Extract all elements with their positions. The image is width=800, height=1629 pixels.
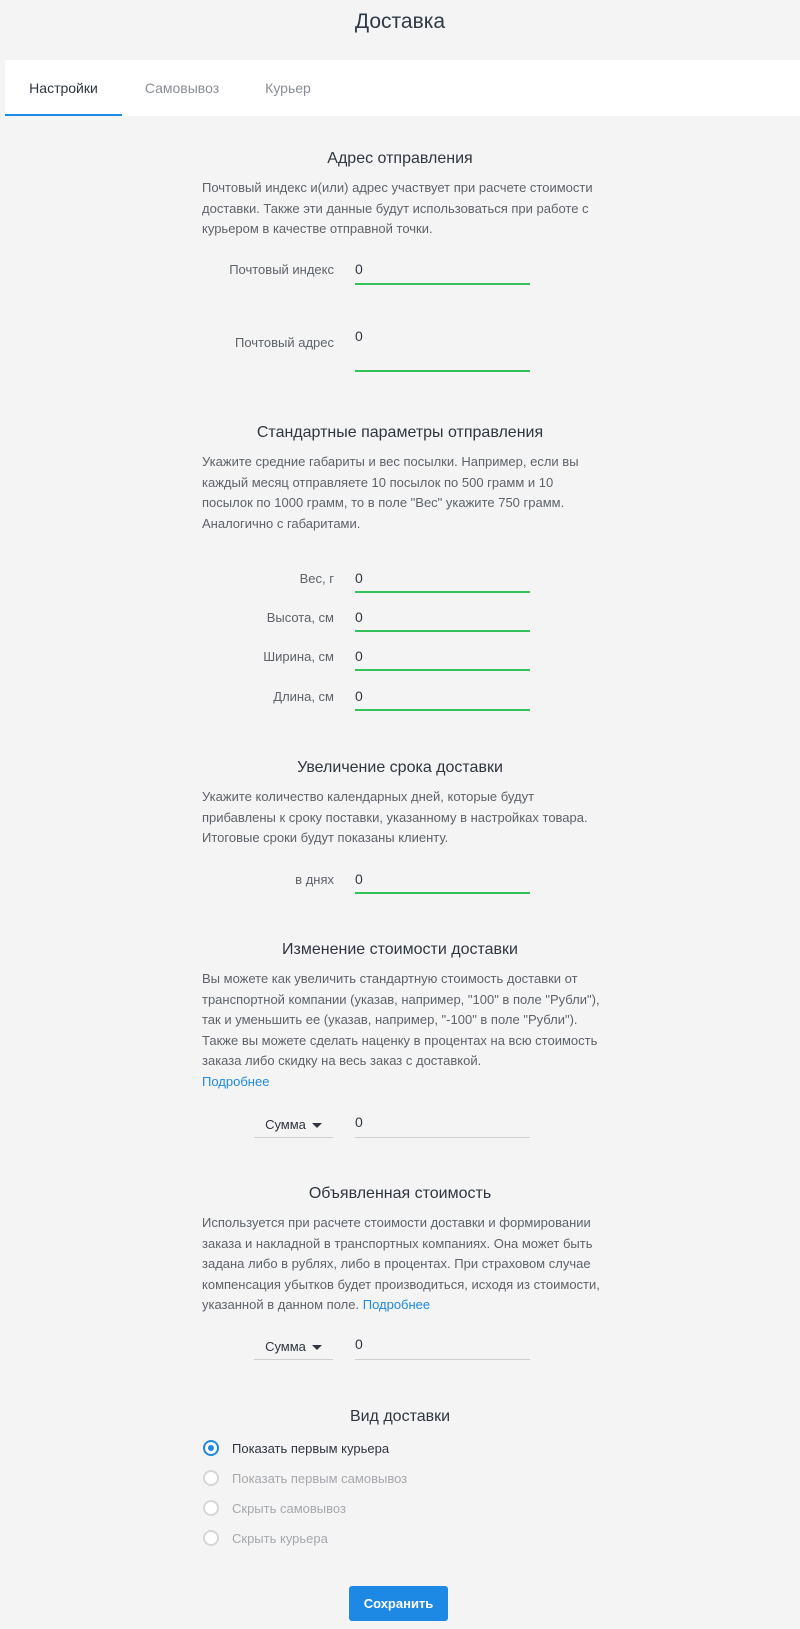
price-change-input[interactable]: 0 — [355, 1114, 530, 1138]
radio-show-courier-first[interactable] — [203, 1437, 389, 1459]
declared-value-more-link[interactable]: Подробнее — [362, 1297, 431, 1313]
postcode-label: Почтовый индекс — [229, 262, 334, 277]
price-change-type-value: Сумма — [265, 1117, 306, 1132]
declared-value-type-value: Сумма — [265, 1339, 306, 1354]
section-title-declared-value: Объявленная стоимость — [308, 1185, 492, 1202]
declared-value-input[interactable]: 0 — [355, 1336, 530, 1360]
caret-down-icon — [312, 1123, 322, 1128]
declared-value-type-select[interactable] — [254, 1335, 333, 1360]
radio-label: Скрыть курьера — [232, 1530, 328, 1546]
height-input[interactable]: 0 — [355, 609, 530, 632]
declared-value-description — [202, 1213, 602, 1316]
radio-unchecked-icon — [203, 1470, 219, 1486]
radio-hide-pickup[interactable] — [203, 1497, 346, 1519]
radio-label: Скрыть самовывоз — [232, 1500, 346, 1516]
width-input[interactable]: 0 — [355, 648, 530, 671]
postcode-input[interactable]: 0 — [355, 261, 530, 285]
price-change-description-text: Вы можете как увеличить стандартную стоимость доставки от транспортной компании (указав, например, "100" в поле "Рубли"), так и уменьшить ее (указав, например, "-100" в поле "Рубли"). Также вы можете сделать наценку в процентах на всю стоимость заказа либо скидку на весь заказ с доставкой. — [202, 971, 600, 1069]
declared-value-description-text: Используется при расчете стоимости доставки и формировании заказа и накладной в транспортных компаниях. Она может быть задана либо в рублях, либо в процентах. При страховом случае компенсация убытков будет производиться, исходя из стоимости, указанной в данном поле. — [202, 1215, 600, 1313]
radio-unchecked-icon — [203, 1500, 219, 1516]
width-label: Ширина, см — [263, 649, 334, 664]
delivery-increase-description: Укажите количество календарных дней, которые будут прибавлены к сроку поставки, указанному в настройках товара. Итоговые сроки будут показаны клиенту. — [202, 789, 588, 846]
days-label: в днях — [295, 872, 334, 887]
radio-label: Показать первым самовывоз — [232, 1470, 408, 1486]
radio-checked-icon — [203, 1440, 219, 1456]
price-change-more-link[interactable]: Подробнее — [202, 1073, 270, 1089]
weight-input[interactable]: 0 — [355, 570, 530, 593]
page-title: Доставка — [354, 10, 446, 33]
section-title-price-change: Изменение стоимости доставки — [282, 941, 518, 958]
sender-address-description: Почтовый индекс и(или) адрес участвует при расчете стоимости доставки. Также эти данные будут использоваться при работе с курьером в качестве отправной точки. — [202, 180, 593, 237]
radio-show-pickup-first[interactable] — [203, 1467, 407, 1489]
tab-courier[interactable]: Курьер — [265, 80, 311, 96]
height-label: Высота, см — [266, 610, 334, 625]
radio-unchecked-icon — [203, 1530, 219, 1546]
section-title-standard-params: Стандартные параметры отправления — [256, 424, 544, 441]
section-title-sender-address: Адрес отправления — [327, 150, 473, 167]
weight-label: Вес, г — [299, 571, 334, 586]
tab-bar — [5, 60, 800, 116]
length-input[interactable]: 0 — [355, 688, 530, 711]
price-change-type-select[interactable] — [254, 1113, 333, 1138]
caret-down-icon — [312, 1345, 322, 1350]
standard-params-description: Укажите средние габариты и вес посылки. Например, если вы каждый месяц отправляете 10 посылок по 500 грамм и 10 посылок по 1000 грамм, то в поле "Вес" укажите 750 грамм. Аналогично с габаритами. — [202, 454, 579, 531]
price-change-description — [202, 969, 602, 1093]
section-title-delivery-type: Вид доставки — [349, 1408, 451, 1425]
radio-hide-courier[interactable] — [203, 1527, 328, 1549]
section-title-delivery-increase: Увеличение срока доставки — [297, 759, 503, 776]
address-label: Почтовый адрес — [235, 335, 334, 350]
days-input[interactable]: 0 — [355, 871, 530, 894]
radio-label: Показать первым курьера — [232, 1440, 390, 1456]
tab-settings[interactable]: Настройки — [5, 60, 122, 116]
save-button[interactable]: Сохранить — [349, 1586, 448, 1621]
tab-pickup[interactable]: Самовывоз — [144, 80, 220, 96]
length-label: Длина, см — [273, 689, 334, 704]
address-input[interactable]: 0 — [355, 328, 530, 372]
